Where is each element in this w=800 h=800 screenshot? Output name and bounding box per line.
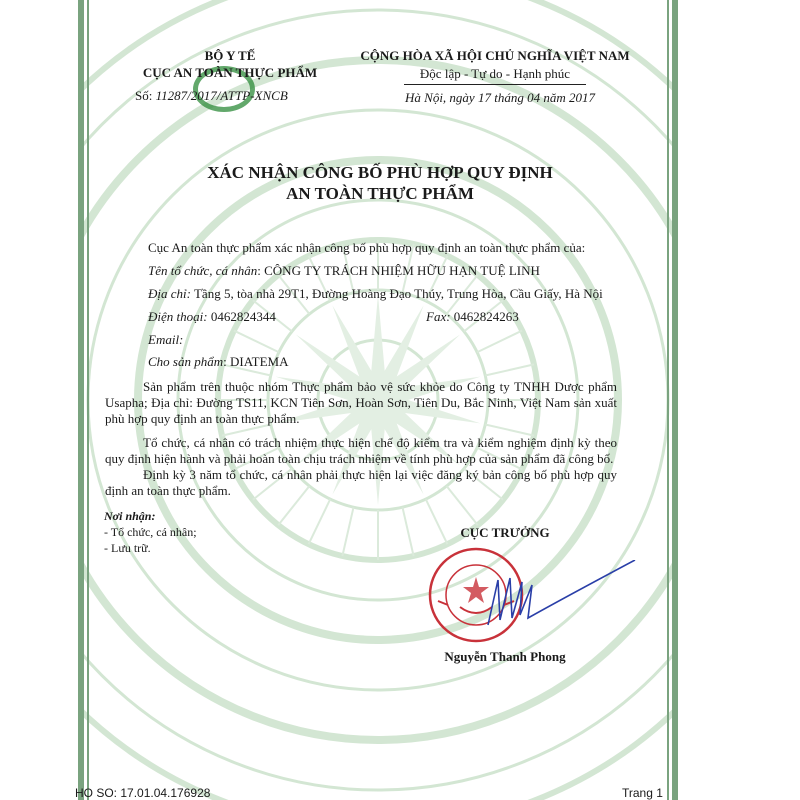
recipients-label: Nơi nhận:: [104, 509, 156, 523]
email-label: Email:: [148, 332, 184, 347]
number-label: Số:: [135, 88, 153, 103]
recipient-item: - Tổ chức, cá nhân;: [104, 525, 197, 539]
address-line: [148, 286, 603, 302]
phone-value: 0462824344: [207, 309, 276, 324]
paragraph-2: Tổ chức, cá nhân có trách nhiệm thực hiện chế độ kiểm tra và kiểm nghiệm định kỳ theo quy định hiện hành và phải hoàn toàn chịu trách nhiệm về tính phù hợp của sản phẩm đã công bố.: [105, 435, 617, 466]
address-value: Tầng 5, tòa nhà 29T1, Đường Hoàng Đạo Thúy, Trung Hòa, Cầu Giấy, Hà Nội: [190, 286, 603, 301]
product-value: : DIATEMA: [223, 354, 289, 369]
organization-line: [148, 263, 540, 279]
phone-label: Điện thoại:: [148, 309, 208, 324]
title-line-1: XÁC NHẬN CÔNG BỐ PHÙ HỢP QUY ĐỊNH: [207, 163, 553, 182]
fax-label: Fax:: [426, 309, 451, 324]
dossier-number: HO SO: 17.01.04.176928: [75, 786, 211, 800]
signer-name: Nguyễn Thanh Phong: [444, 649, 566, 664]
address-label: Địa chỉ:: [148, 286, 191, 301]
recipient-item: - Lưu trữ.: [104, 541, 151, 555]
page-number: Trang 1: [622, 786, 663, 800]
place-date: Hà Nội, ngày 17 tháng 04 năm 2017: [405, 90, 595, 105]
motto-underline: [404, 84, 586, 85]
agency-name: CỤC AN TOÀN THỰC PHẨM: [142, 65, 318, 80]
number-value: 11287/2017/ATTP-XNCB: [155, 88, 288, 103]
product-line: [148, 354, 288, 370]
fax-value: 0462824263: [450, 309, 519, 324]
intro-text: Cục An toàn thực phẩm xác nhận công bố phù hợp quy định an toàn thực phẩm của:: [148, 240, 586, 255]
country-name: CỘNG HÒA XÃ HỘI CHỦ NGHĨA VIỆT NAM: [360, 48, 630, 63]
document-number: [135, 88, 288, 104]
paragraph-1: Sản phẩm trên thuộc nhóm Thực phẩm bảo vệ sức khỏe do Công ty TNHH Dược phẩm Usapha; Địa chỉ: Đường TS11, KCN Tiên Sơn, Hoàn Sơn, Tiên Du, Bắc Ninh, Việt Nam sản xuất phù hợp quy định an toàn thực phẩm.: [105, 379, 617, 426]
title-line-2: AN TOÀN THỰC PHẨM: [286, 184, 474, 203]
paragraph-3: Định kỳ 3 năm tổ chức, cá nhân phải thực hiện lại việc đăng ký bản công bố phù hợp quy định an toàn thực phẩm.: [105, 467, 617, 498]
motto: Độc lập - Tự do - Hạnh phúc: [419, 66, 571, 81]
fax-line: [426, 309, 519, 325]
product-label: Cho sản phẩm: [148, 354, 224, 369]
org-value: : CÔNG TY TRÁCH NHIỆM HỮU HẠN TUỆ LINH: [257, 263, 540, 278]
signature-scribble: [470, 560, 640, 640]
signer-title: CỤC TRƯỞNG: [460, 525, 550, 540]
phone-line: [148, 309, 276, 325]
ministry-name: BỘ Y TẾ: [204, 48, 256, 63]
org-label: Tên tổ chức, cá nhân: [148, 263, 258, 278]
